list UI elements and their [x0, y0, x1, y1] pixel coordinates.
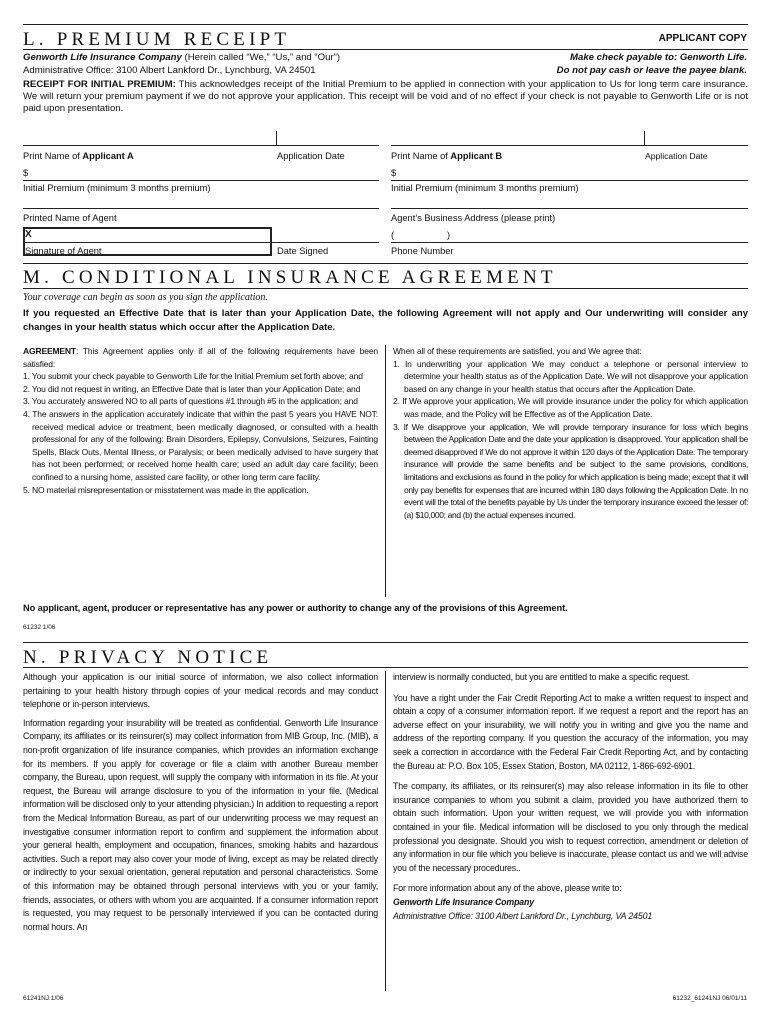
- agreement-item: 3. If We disapprove your application, We will provide temporary insurance for loss which begins between the Application Date and the date your application is disapproved. Your application shall be deemed disapproved if We do not approve it within 120 days of the Application Date. The temporary insurance will provide the same benefits and be subject to the same provisions, conditions, limitations and exclusions as found in the policy for which application is being made; except that it will only pay benefits for expenses that are incurred within 180 days following the Application Date. In no event will the total of the benefits payable by Us under the temporary insurance exceed the lesser of: (a) $10,000; and (b) the actual expenses incurred.: [393, 421, 748, 520]
- contact-address: Administrative Office: 3100 Albert Lankford Dr., Lynchburg, VA 24501: [393, 910, 653, 921]
- agent-address-line: [391, 208, 748, 209]
- requirement-item: 4. The answers in the application accurately indicate that within the past 5 years you HAVE NOT: received medical advice or treatment, been medically diagnosed, or consulted with a health professional for any of the following: Brain Disorders, Epilepsy, Convulsions, Seizures, Fainting Spells, Black Outs, Mental Illness, or Paralysis; or been medically advised to have surgery that has not been performed; or received home health care; used an adult day care facility; been confined to a nursing home, assisted care facility, or other long term care facility.: [23, 408, 378, 482]
- signature-agent-label: Signature of Agent: [25, 246, 102, 256]
- applicant-a-label: Applicant A: [82, 151, 134, 161]
- requirement-item: 5. NO material misrepresentation or misstatement was made in the application.: [23, 484, 309, 495]
- premium-receipt-title: L. PREMIUM RECEIPT: [23, 29, 291, 50]
- premium-line-b: [391, 180, 748, 181]
- signature-x-mark: X: [25, 229, 32, 240]
- print-name-a-label: [23, 152, 134, 161]
- print-name-prefix-b: Print Name of: [391, 151, 451, 161]
- applicant-b-line: [391, 145, 748, 146]
- print-name-b-label: [391, 152, 502, 161]
- no-authority-note: No applicant, agent, producer or representative has any power or authority to change any of the provisions of this Agreement.: [23, 603, 568, 613]
- footer-right-code: 61232_61241NJ 06/01/11: [672, 995, 747, 1002]
- payable-note: Make check payable to: Genworth Life.: [570, 52, 747, 63]
- premium-line-a: [23, 180, 379, 181]
- dollar-sign-a: $: [23, 168, 29, 178]
- title-underline-m: [23, 288, 748, 289]
- print-name-prefix-a: Print Name of: [23, 151, 83, 161]
- applicant-copy-label: APPLICANT COPY: [658, 33, 747, 44]
- privacy-left-p1: Although your application is our initial source of information, we also collect information pertaining to your health history through copies of your medical records and may conduct telephone or in-person interviews.: [23, 672, 378, 710]
- area-code-close: ): [447, 230, 451, 240]
- cash-note: Do not pay cash or leave the payee blank.: [556, 65, 747, 76]
- application-date-b-label: Application Date: [645, 151, 708, 161]
- privacy-right-p4: For more information about any of the above, please write to:: [393, 883, 622, 894]
- phone-number-label: Phone Number: [391, 246, 454, 256]
- privacy-column-divider: [385, 671, 386, 991]
- privacy-left-p2: Information regarding your insurability will be treated as confidential. Genworth Life Insurance Company, its affiliates or its reinsurer(s) may collect information from MIB Group, Inc. (MIB), a non-profit organization of life insurance companies, which provides an information exchange for its members. If you apply for coverage or file a claim with another Bureau member company, the Bureau, upon request, will supply the company with information in its file. At your request, the Bureau will arrange disclosure to you of the information in your file. (Medical information will be disclosed only to your attending physician.) In addition to requesting a report from the Medical Information Bureau, as part of our underwriting process we may request an investigative consumer information report to confirm and supplement the information about your general health, employment and occupation, finances, smoking habits and hazardous activities. Such a report may also cover your mode of living, except as may be related directly or indirectly to your sexual orientation, general reputation and personal characteristics. Some of this information may be obtained through personal interviews with you or your family, friends, associates, or others with whom you are acquainted. If a consumer information report is requested, you may request to be personally interviewed if you can be contacted during normal hours. An: [23, 717, 378, 932]
- title-underline-n: [23, 667, 748, 668]
- conditional-title: M. CONDITIONAL INSURANCE AGREEMENT: [23, 267, 557, 288]
- conditional-column-divider: [385, 345, 386, 597]
- agreement-item: 2. If We approve your application, We will provide insurance under the policy for which application was made, and the Policy will be Effective as of the Application Date.: [393, 396, 748, 419]
- date-signed-label: Date Signed: [277, 246, 329, 256]
- requirement-item: 2. You did not request in writing, an Effective Date that is later than your Application Date; and: [23, 383, 361, 394]
- privacy-right-column: [393, 671, 748, 923]
- requirement-item: 1. You submit your check payable to Genworth Life for the Initial Premium set forth above; and: [23, 371, 363, 382]
- app-date-divider-b: [644, 131, 645, 145]
- app-date-divider-a: [276, 131, 277, 145]
- section-n-top-rule: [23, 642, 748, 643]
- conditional-form-number: 61232 1/06: [23, 624, 56, 631]
- company-name: Genworth Life Insurance Company: [23, 52, 182, 63]
- privacy-title: N. PRIVACY NOTICE: [23, 647, 273, 668]
- initial-premium-a-label: Initial Premium (minimum 3 months premium): [23, 183, 211, 193]
- initial-premium-b-label: Initial Premium (minimum 3 months premium): [391, 183, 579, 193]
- company-aka: (Herein called “We,” “Us,” and “Our”): [181, 52, 341, 63]
- agreement-label: AGREEMENT: [23, 346, 76, 356]
- receipt-heading: RECEIPT FOR INITIAL PREMIUM:: [23, 79, 176, 90]
- requirements-column: [23, 345, 378, 496]
- agent-name-line: [23, 208, 379, 209]
- requirement-item: 3. You accurately answered NO to all parts of questions #1 through #5 in the application; and: [23, 396, 358, 407]
- applicant-b-label: Applicant B: [450, 151, 503, 161]
- privacy-right-p2: You have a right under the Fair Credit Reporting Act to make a written request to inspect and obtain a copy of a consumer information report. If we request a report and the report has an adverse effect on your insurability, we will notify you in writing and give you the name and address of the reporting company. If you question the accuracy of the information, you may seek a correction in accordance with the Federal Fair Credit Reporting Act, and by contacting the Bureau at: P.O. Box 105, Essex Station, Boston, MA 02112, 1-866-692-6901.: [393, 692, 748, 771]
- date-signed-line: [272, 242, 379, 243]
- effective-date-warning: If you requested an Effective Date that is later than your Application Date, the following Agreement will not apply and Our underwriting will consider any changes in your health status which occur after the Application Date.: [23, 308, 748, 333]
- phone-line: [391, 242, 748, 243]
- privacy-right-p1: interview is normally conducted, but you are entitled to make a specific request.: [393, 672, 690, 682]
- section-m-top-rule: [23, 263, 748, 264]
- receipt-paragraph: [23, 79, 748, 116]
- dollar-sign-b: $: [391, 168, 397, 178]
- top-rule: [23, 24, 748, 25]
- applicant-a-line: [23, 145, 379, 146]
- satisfied-intro: When all of these requirements are satisfied, you and We agree that:: [393, 346, 642, 356]
- title-underline-l: [23, 49, 748, 50]
- agreement-intro: : This Agreement applies only if all of the following requirements have been satisfied:: [23, 346, 378, 369]
- signature-mid-line: [23, 242, 272, 243]
- footer-left-code: 61241NJ.1/06: [23, 995, 64, 1002]
- company-line: [23, 52, 340, 64]
- privacy-right-p3: The company, its affiliates, or its reinsurer(s) may also release information in its file to other insurance companies to whom you submit a claim, provided you have authorized them to obtain such information. Upon your written request, we will provide you with information contained in your file. Medical information will be disclosed to you only through the medical professional you designate. Should you wish to request correction, amendment or deletion of any information in our file which you believe is inaccurate, please contact us and we will advise you of the necessary procedures..: [393, 781, 748, 873]
- receipt-text: This acknowledges receipt of the Initial Premium to be applied in connection with your application to Us for long term care insurance. We will return your premium payment if we do not approve your application. This receipt will be void and of no effect if your check is not payable to Genworth Life or is not paid upon presentation.: [23, 79, 748, 115]
- printed-name-agent-label: Printed Name of Agent: [23, 213, 117, 223]
- company-office: Administrative Office: 3100 Albert Lankford Dr., Lynchburg, VA 24501: [23, 65, 316, 76]
- agent-address-label: Agent’s Business Address (please print): [391, 213, 556, 223]
- contact-company: Genworth Life Insurance Company: [393, 896, 535, 907]
- application-date-a-label: Application Date: [277, 151, 345, 161]
- agreements-column: [393, 345, 748, 521]
- area-code-open: (: [391, 230, 395, 240]
- privacy-left-column: [23, 671, 378, 934]
- agreement-item: 1. In underwriting your application We may conduct a telephone or personal interview to determine your health status as of the Application Date. We will not disapprove your application based on any change in your health status that occurs after the Application Date.: [393, 358, 748, 394]
- conditional-subtitle: Your coverage can begin as soon as you sign the application.: [23, 292, 268, 303]
